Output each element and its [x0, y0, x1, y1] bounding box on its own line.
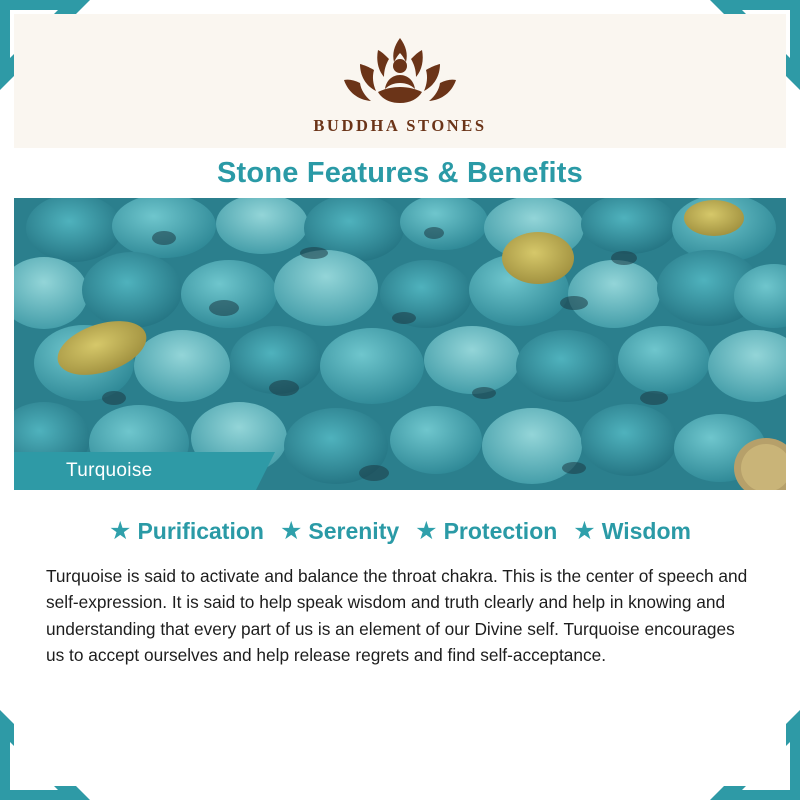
stone-photo: [14, 198, 786, 490]
content-card: [14, 14, 786, 786]
benefit-item: [573, 518, 691, 545]
benefit-item: [109, 518, 264, 545]
star-icon: ★: [279, 517, 303, 545]
turquoise-stones-image: [14, 198, 786, 490]
brand-block: [14, 28, 786, 136]
star-icon: ★: [109, 517, 132, 545]
title-band: [14, 148, 786, 198]
page-title: Stone Features & Benefits: [217, 156, 583, 189]
benefit-label: Purification: [137, 518, 264, 544]
benefit-label: Wisdom: [601, 518, 691, 544]
photo-caption: [14, 452, 256, 490]
benefit-label: Protection: [443, 518, 558, 544]
brand-name: BUDDHA STONES: [313, 116, 487, 135]
benefit-item: [415, 518, 557, 545]
description-text: Turquoise is said to activate and balance the throat chakra. This is the center of speech and self-expression. It is said to help speak wisdom and truth clearly and help in knowing and understanding that every part of us is an element of our Divine self. Turquoise encourages us to accept ourselves and help release regrets and find self-acceptance.: [46, 566, 748, 665]
photo-caption-label: Turquoise: [66, 460, 153, 481]
header-section: [14, 14, 786, 198]
body-section: [14, 490, 786, 786]
lotus-meditation-figure-icon: [334, 28, 466, 114]
benefits-list: [42, 518, 758, 545]
benefit-label: Serenity: [308, 518, 400, 544]
benefit-item: [280, 518, 399, 545]
star-icon: ★: [415, 517, 438, 545]
star-icon: ★: [573, 517, 596, 545]
